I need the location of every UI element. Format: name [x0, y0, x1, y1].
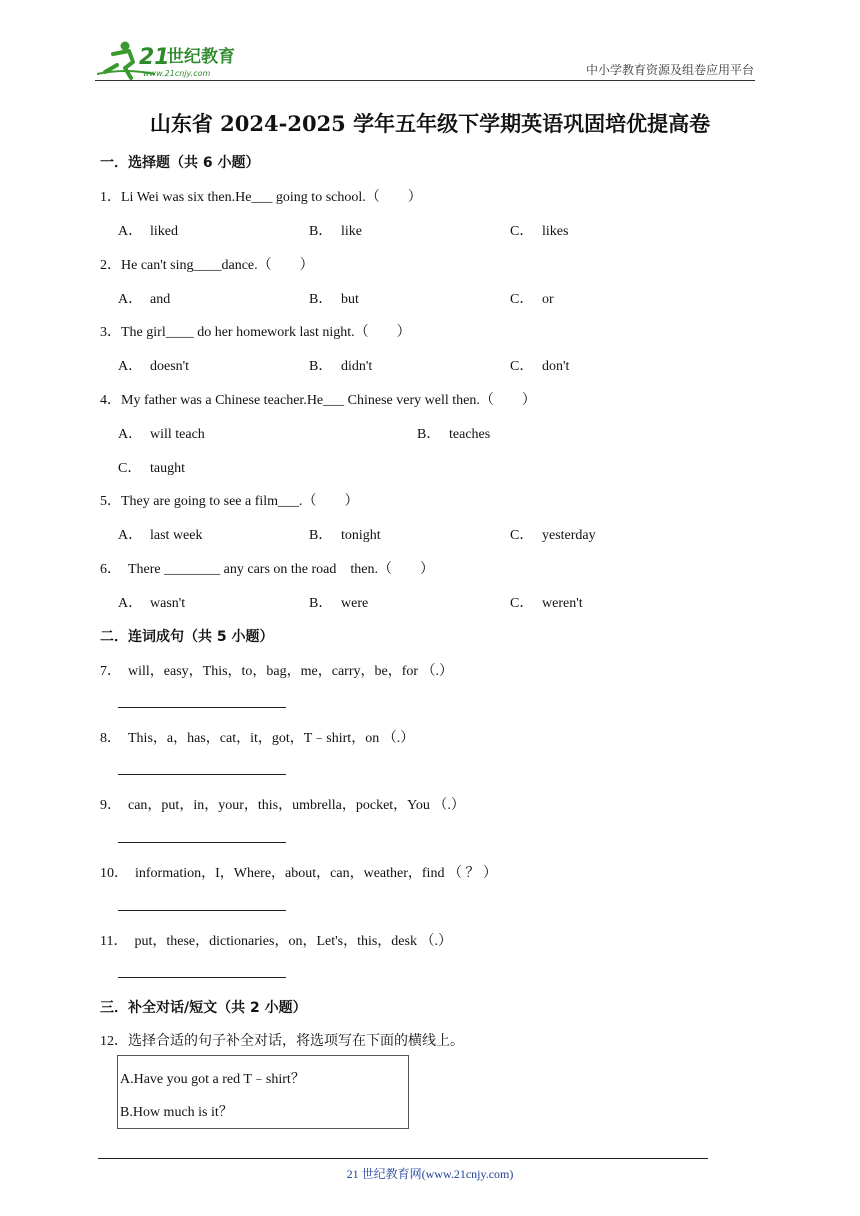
box-option-b: B.How much is it？	[120, 1105, 233, 1120]
q3-option-b: B． didn't	[309, 359, 373, 374]
svg-text:21: 21	[139, 45, 170, 70]
q6-option-a: A． wasn't	[118, 596, 186, 611]
page-title: 山东省 2024-2025 学年五年级下学期英语巩固培优提高卷	[149, 111, 711, 136]
question-6-stem: 6． There ________ any cars on the road then.（ ）	[100, 562, 434, 577]
question-2-stem: 2．He can't sing____dance.（ ）	[100, 258, 314, 273]
q5-option-c: C． yesterday	[510, 528, 596, 543]
section-1-heading: 一．选择题（共 6 小题）	[100, 155, 260, 171]
q5-option-a: A． last week	[118, 528, 203, 543]
question-1-stem: 1．Li Wei was six then.He___ going to school.（ ）	[100, 190, 422, 205]
answer-line-9[interactable]	[118, 842, 286, 843]
q2-option-a: A． and	[118, 292, 171, 307]
question-12-stem: 12．选择合适的句子补全对话，将选项写在下面的横线上。	[100, 1034, 464, 1049]
question-10-stem: 10． information，I，Where，about，can，weather，find （ ？ ）	[100, 866, 497, 881]
q1-option-b: B． like	[309, 224, 362, 239]
site-logo	[95, 38, 265, 82]
question-4-stem: 4．My father was a Chinese teacher.He___ Chinese very well then.（ ）	[100, 393, 536, 408]
question-9-stem: 9． can，put，in，your，this，umbrella，pocket，You （.）	[100, 798, 465, 813]
section-3-heading: 三．补全对话/短文（共 2 小题）	[100, 1000, 307, 1016]
svg-text:世纪教育: 世纪教育	[167, 47, 235, 67]
header-divider	[95, 80, 755, 81]
section-2-heading: 二．连词成句（共 5 小题）	[100, 629, 274, 645]
answer-line-10[interactable]	[118, 910, 286, 911]
question-11-stem: 11． put，these，dictionaries，on，Let's，this，desk （.）	[100, 934, 452, 949]
answer-line-11[interactable]	[118, 977, 286, 978]
q2-option-b: B． but	[309, 292, 359, 307]
q4-option-b: B． teaches	[417, 427, 491, 442]
q3-option-c: C． don't	[510, 359, 570, 374]
box-option-a: A.Have you got a red T﹣shirt？	[120, 1072, 305, 1087]
q6-option-b: B． were	[309, 596, 369, 611]
answer-line-8[interactable]	[118, 774, 286, 775]
svg-text:www.21cnjy.com: www.21cnjy.com	[143, 69, 211, 78]
q3-option-a: A． doesn't	[118, 359, 190, 374]
q6-option-c: C． weren't	[510, 596, 583, 611]
answer-line-7[interactable]	[118, 707, 286, 708]
q5-option-b: B． tonight	[309, 528, 381, 543]
q1-option-a: A． liked	[118, 224, 178, 239]
question-8-stem: 8． This，a，has，cat，it，got，T﹣shirt，on （.）	[100, 731, 415, 746]
question-5-stem: 5．They are going to see a film___.（ ）	[100, 494, 359, 509]
question-7-stem: 7． will，easy，This，to，bag，me，carry，be，for （.）	[100, 664, 454, 679]
q1-option-c: C． likes	[510, 224, 569, 239]
q2-option-c: C． or	[510, 292, 554, 307]
question-3-stem: 3．The girl____ do her homework last night.（ ）	[100, 325, 411, 340]
footer-site-text[interactable]: 21 世纪教育网(www.21cnjy.com)	[346, 1167, 514, 1181]
header-platform-text: 中小学教育资源及组卷应用平台	[585, 63, 754, 77]
q4-option-a: A． will teach	[118, 427, 205, 442]
q4-option-c: C． taught	[118, 461, 185, 476]
footer-divider	[98, 1158, 708, 1159]
